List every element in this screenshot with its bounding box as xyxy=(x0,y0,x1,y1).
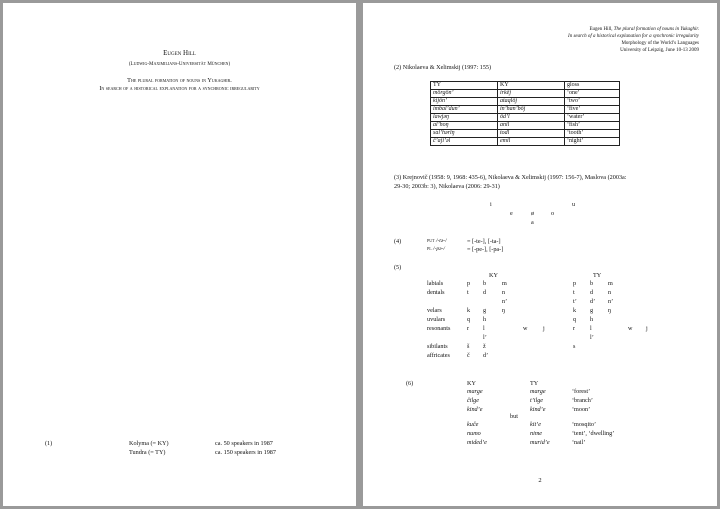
consonant-ky-cell: r xyxy=(467,325,470,332)
consonant-ty-cell: t’ xyxy=(573,298,577,305)
consonant-ty-cell: j xyxy=(646,325,648,332)
consonant-ty-cell: ŋ xyxy=(608,307,612,314)
ex3-label-line-1: (3) Krejnovič (1958: 9, 1968: 435-6), Nikolaeva & Xelimskij (1997: 156-7), Maslova (2003a: xyxy=(394,174,627,181)
consonant-ky-cell: l xyxy=(483,325,485,332)
consonant-ty-cell: l’ xyxy=(590,334,594,341)
header-author: Eugen Hill, xyxy=(589,27,614,32)
consonant-ty-cell: r xyxy=(573,325,576,332)
table-cell: in’han’bōj xyxy=(498,106,565,114)
table-cell: lawjəŋ xyxy=(431,114,498,122)
consonant-ky-cell: b xyxy=(483,280,487,287)
ex2-table xyxy=(430,81,620,146)
consonant-ky-cell: g xyxy=(483,307,487,314)
word-ky: čilge xyxy=(467,397,480,404)
table-row xyxy=(431,98,620,106)
table-header: KY xyxy=(498,82,565,90)
table-header: TY xyxy=(431,82,498,90)
ex5-number: (5) xyxy=(394,264,402,271)
consonant-ty-cell: d xyxy=(590,289,594,296)
ex2-label: (2) Nikolaeva & Xelimskij (1997: 155) xyxy=(394,64,492,71)
consonant-ky-cell: l’ xyxy=(483,334,487,341)
word-gloss: ‘branch’ xyxy=(572,397,593,404)
consonant-ky-cell: j xyxy=(543,325,545,332)
table-cell: kijōn’ xyxy=(431,98,498,106)
consonant-ky-cell: š xyxy=(467,343,470,350)
table-cell: č’aji’əl xyxy=(431,138,498,146)
vowel-u: u xyxy=(572,201,576,208)
running-header-line-1 xyxy=(589,27,699,32)
word-gloss: ‘nail’ xyxy=(572,439,586,446)
consonant-ky-cell: n xyxy=(502,289,506,296)
author: Eugen Hill xyxy=(163,49,196,57)
consonant-ky-cell: t xyxy=(467,289,469,296)
consonant-ty-cell: m xyxy=(608,280,613,287)
consonant-ky-cell: ž xyxy=(483,343,486,350)
ex1-row-1-name: Kolyma (= KY) xyxy=(129,440,169,447)
consonant-ty-cell: p xyxy=(573,280,577,287)
word-gloss: ‘tent’, ‘dwelling’ xyxy=(572,430,615,437)
ex1-number: (1) xyxy=(45,440,53,447)
table-cell: mörgön’ xyxy=(431,90,498,98)
consonant-ty-cell: q xyxy=(573,316,577,323)
table-cell: ataqlōj xyxy=(498,98,565,106)
consonant-row-label: resonants xyxy=(427,325,451,332)
table-cell: ‘fish’ xyxy=(565,122,620,130)
consonant-ky-cell: p xyxy=(467,280,471,287)
ex4-number: (4) xyxy=(394,238,402,245)
consonant-ky-cell: d’ xyxy=(483,352,489,359)
ex3-label-line-2: 29-30; 2003b: 3), Nikolaeva (2006: 29-31) xyxy=(394,183,500,190)
word-gloss: ‘moon’ xyxy=(572,406,591,413)
right-page xyxy=(363,3,717,506)
consonant-ky-cell: ŋ xyxy=(502,307,506,314)
ex1-row-1-speakers: ca. 50 speakers in 1987 xyxy=(215,440,273,447)
running-header-line-2: In search of a historical explanation for a synchronic irregularity xyxy=(568,34,699,39)
title-line-1: The plural formation of nouns in Yukaghir. xyxy=(127,77,232,84)
morpheme: /-pə-/ xyxy=(433,246,445,252)
word-ty: kit’e xyxy=(530,421,541,428)
ex4-row-2-gloss xyxy=(427,246,445,252)
consonant-ky-cell: k xyxy=(467,307,471,314)
table-cell: anil xyxy=(498,122,565,130)
table-cell: emil xyxy=(498,138,565,146)
consonant-ky-cell: q xyxy=(467,316,471,323)
consonant-ty-cell: k xyxy=(573,307,577,314)
ex1-row-2-name: Tundra (= TY) xyxy=(129,449,166,456)
word-ky: kuče xyxy=(467,421,479,428)
consonant-ty-cell: l xyxy=(590,325,592,332)
ex4-row-1-gloss xyxy=(427,238,447,244)
table-row xyxy=(431,122,620,130)
consonant-ky-cell: d xyxy=(483,289,487,296)
consonant-row-label: sibilants xyxy=(427,343,448,350)
word-ty: t’ilge xyxy=(530,397,544,404)
word-gloss: ‘mosqito’ xyxy=(572,421,597,428)
word-ty: marge xyxy=(530,388,546,395)
running-header-line-3: Morphology of the World’s Languages xyxy=(621,41,699,46)
word-ky: marge xyxy=(467,388,483,395)
word-ty: kind’e xyxy=(530,406,546,413)
table-header-row xyxy=(431,82,620,90)
consonant-ty-cell: t xyxy=(573,289,575,296)
vowel-a: a xyxy=(531,219,534,226)
table-row xyxy=(431,106,620,114)
word-gloss: ‘forest’ xyxy=(572,388,591,395)
vowel-e: e xyxy=(510,210,513,217)
consonant-row-label: uvulars xyxy=(427,316,446,323)
table-cell: ‘night’ xyxy=(565,138,620,146)
consonant-row-label: affricates xyxy=(427,352,450,359)
table-row xyxy=(431,90,620,98)
table-row xyxy=(431,130,620,138)
table-cell: ‘tooth’ xyxy=(565,130,620,138)
title-line-2: In search of a historical explanation for a synchronic irregularity xyxy=(99,85,260,92)
ex6-header-ty: TY xyxy=(530,380,539,387)
word-ky: kind’e xyxy=(467,406,483,413)
consonant-ty-cell: d’ xyxy=(590,298,596,305)
word-ky: numo xyxy=(467,430,481,437)
ex6-but: but xyxy=(510,413,518,420)
table-cell: ‘water’ xyxy=(565,114,620,122)
table-row xyxy=(431,114,620,122)
word-ty: nime xyxy=(530,430,543,437)
gloss-abbrev: put xyxy=(427,238,435,244)
consonant-ty-cell: n xyxy=(608,289,612,296)
table-cell: todl xyxy=(498,130,565,138)
consonant-ky-cell: w xyxy=(523,325,528,332)
consonant-ty-cell: n’ xyxy=(608,298,614,305)
morpheme: /-tə-/ xyxy=(435,238,447,244)
vowel-i: i xyxy=(490,201,492,208)
table-cell: ‘two’ xyxy=(565,98,620,106)
ex4-row-1-output: = [-te-], [-ta-] xyxy=(467,238,501,245)
ex6-header-ky: KY xyxy=(467,380,476,387)
consonant-row-label: velars xyxy=(427,307,442,314)
table-header: gloss xyxy=(565,82,620,90)
table-row xyxy=(431,138,620,146)
running-header-line-4: University of Leipzig, June 10-13 2009 xyxy=(620,48,699,53)
consonant-ty-cell: s xyxy=(573,343,576,350)
table-cell: ‘five’ xyxy=(565,106,620,114)
consonant-row-label: dentals xyxy=(427,289,445,296)
table-cell: imbal’dun’ xyxy=(431,106,498,114)
ex6-number: (6) xyxy=(406,380,414,387)
word-ty: murid’e xyxy=(530,439,550,446)
vowel-oe: ø xyxy=(531,210,535,217)
consonant-ky-cell: č xyxy=(467,352,470,359)
consonant-ty-cell: g xyxy=(590,307,594,314)
table-cell: al’hоŋ xyxy=(431,122,498,130)
consonant-ky-cell: h xyxy=(483,316,487,323)
table-cell: irkēj xyxy=(498,90,565,98)
word-ky: mided’e xyxy=(467,439,487,446)
table-cell: ‘one’ xyxy=(565,90,620,98)
affiliation: (Ludwig-Maximilians-Universität München) xyxy=(128,62,231,67)
consonant-ty-cell: b xyxy=(590,280,594,287)
ex4-row-2-output: = [-pe-], [-pa-] xyxy=(467,246,504,253)
page-number: 2 xyxy=(538,477,542,484)
consonant-row-label: labials xyxy=(427,280,444,287)
table-cell: sal’hərīŋ xyxy=(431,130,498,138)
ex5-ty-label: TY xyxy=(593,272,602,279)
ex5-ky-label: KY xyxy=(489,272,498,279)
consonant-ky-cell: n’ xyxy=(502,298,508,305)
left-page xyxy=(3,3,356,506)
table-cell: öd’l xyxy=(498,114,565,122)
vowel-o: o xyxy=(551,210,555,217)
consonant-ky-cell: m xyxy=(502,280,507,287)
ex1-row-2-speakers: ca. 150 speakers in 1987 xyxy=(215,449,276,456)
header-title: The plural formation of nouns in Yukaghir. xyxy=(613,27,699,32)
consonant-ty-cell: w xyxy=(628,325,633,332)
gloss-abbrev: pl xyxy=(427,246,432,252)
consonant-ty-cell: h xyxy=(590,316,594,323)
